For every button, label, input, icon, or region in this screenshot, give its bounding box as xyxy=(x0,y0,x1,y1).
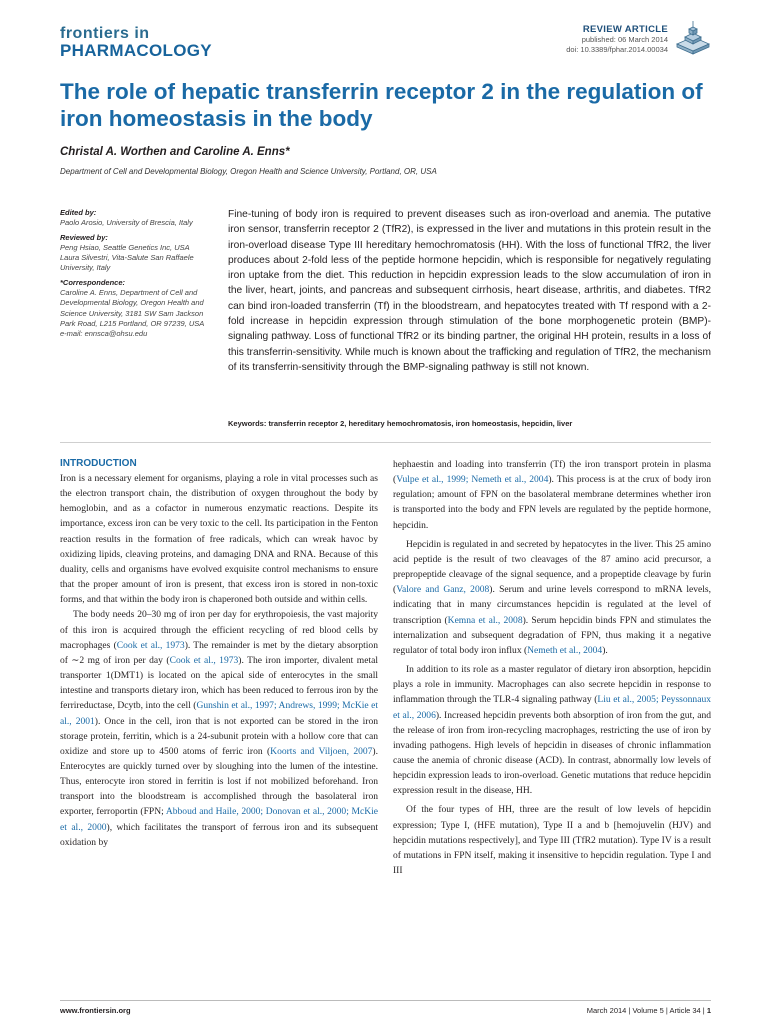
paragraph xyxy=(393,537,711,658)
paragraph xyxy=(393,457,711,533)
text-run: hephaestin and loading into transferrin (Tf) the iron transport protein in plasma ( xyxy=(393,459,711,486)
journal-logo-name: PHARMACOLOGY xyxy=(60,41,212,60)
reviewed-by-label: Reviewed by: xyxy=(60,232,108,242)
citation-link[interactable]: Kemna et al., 2008 xyxy=(447,614,523,626)
text-run: In addition to its role as a master regulator of dietary iron absorption, hepcidin plays a role in immunity. Macrophages can also secrete hepcidin in response to inflammation through the TLR-4 signaling pathway ( xyxy=(393,664,711,706)
text-run: ). Enterocytes are quickly turned over by sloughing into the lumen of the intestine. Thus, enterocyte iron stored in ferritin is lost if not mobilized beforehand. Iron transport into the bloodstream is accomplished through the basolateral iron exporter, ferroportin (FPN; xyxy=(60,745,378,818)
footer-divider xyxy=(60,1000,711,1001)
issue-text: March 2014 | Volume 5 | Article 34 | xyxy=(586,1006,707,1015)
paragraph xyxy=(60,607,378,850)
text-run: The body needs 20–30 mg of iron per day for erythropoiesis, the vast majority of this iron is acquired through the efficient recycling of red blood cells by macrophages ( xyxy=(60,609,378,651)
reviewer-1: Peng Hsiao, Seattle Genetics Inc, USA xyxy=(60,242,190,252)
citation-link[interactable]: Gunshin et al., 1997; Andrews, 1999; McKie et al., 2001 xyxy=(60,700,379,727)
correspondence-text: Caroline A. Enns, Department of Cell and Developmental Biology, Oregon Health and Science University, 3181 SW Sam Jackson Park Road, L215 Portland, OR 97239, USA xyxy=(60,288,205,328)
citation-link[interactable]: Abboud and Haile, 2000; Donovan et al., 2000; McKie et al., 2000 xyxy=(60,806,378,833)
section-heading-introduction: INTRODUCTION xyxy=(60,458,137,469)
citation-link[interactable]: Cook et al., 1973 xyxy=(169,654,239,666)
citation-link[interactable]: Koorts and Viljoen, 2007 xyxy=(270,745,373,757)
article-meta xyxy=(566,24,668,55)
text-run: ). xyxy=(602,644,608,656)
body-column-right xyxy=(393,457,711,878)
text-run: ), which facilitates the transport of ferrous iron and its subsequent oxidation by xyxy=(60,821,378,848)
doi[interactable]: doi: 10.3389/fphar.2014.00034 xyxy=(566,45,668,54)
text-run: ). Serum hepcidin binds FPN and stimulates the internalization and subsequent degradation of FPN, thus making it a negative regulator of total body iron influx ( xyxy=(393,614,711,656)
journal-emblem-icon xyxy=(673,20,713,56)
text-run: ). Serum and urine levels correspond to mRNA levels, indicating that in many circumstances hepcidin is regulated at the level of transcription ( xyxy=(393,584,712,626)
article-title: The role of hepatic transferrin receptor 2 in the regulation of iron homeostasis in the body xyxy=(60,79,703,131)
citation-link[interactable]: Cook et al., 1973 xyxy=(116,639,185,651)
citation-link[interactable]: Vulpe et al., 1999; Nemeth et al., 2004 xyxy=(396,474,549,486)
paragraph: Of the four types of HH, three are the result of low levels of hepcidin expression; Type I, (HFE mutation), Type II a and b [hemojuvelin (HJV) and hepcidin mutations respectively], and Type III (TfR2 mutation). Type IV is a result of mutations in FPN itself, making it insensitive to hepcidin regulation. Type I and III xyxy=(393,804,711,877)
paragraph xyxy=(393,662,711,798)
journal-logo-top: frontiers in xyxy=(60,25,150,42)
citation-link[interactable]: Valore and Ganz, 2008 xyxy=(396,584,490,596)
author-affiliation: Department of Cell and Developmental Biology, Oregon Health and Science University, Portland, OR, USA xyxy=(60,167,437,176)
body-column-left xyxy=(60,457,378,850)
reviewer-2: Laura Silvestri, Vita-Salute San Raffaele University, Italy xyxy=(60,253,194,273)
published-date: published: 06 March 2014 xyxy=(581,35,668,44)
page-number: 1 xyxy=(706,1006,711,1015)
article-type: REVIEW ARTICLE xyxy=(582,24,668,35)
footer-issue-info xyxy=(587,1006,711,1015)
article-authors: Christal A. Worthen and Caroline A. Enns* xyxy=(60,146,290,158)
edited-by-label: Edited by: xyxy=(60,208,97,217)
keywords xyxy=(228,419,711,428)
citation-link[interactable]: Liu et al., 2005; Peyssonnaux et al., 2006 xyxy=(393,694,711,721)
footer-website-link[interactable]: www.frontiersin.org xyxy=(60,1006,131,1015)
keywords-label: Keywords: xyxy=(228,419,267,428)
text-run: Hepcidin is regulated in and secreted by hepatocytes in the liver. This 25 amino acid peptide is the result of two cleavages of the 87 amino acid precursor, a prepropeptide cleavage of the signal sequence, and a propeptide cleavage by furin ( xyxy=(393,538,711,596)
abstract: Fine-tuning of body iron is required to prevent diseases such as iron-overload and anemia. The putative iron sensor, transferrin receptor 2 (TfR2), is expressed in the liver and mutations in this protein result in the iron-overload disease Type III hereditary hemochromatosis (HH). With the loss of functional TfR2, the liver produces about 2-fold less of the peptide hormone hepcidin, which is responsible for negatively regulating iron uptake from the diet. This reduction in hepcidin expression leads to the slow accumulation of iron in the liver, heart, joints, and pancreas and subsequent cirrhosis, heart disease, arthritis, and diabetes. TfR2 can bind iron-loaded transferrin (Tf) in the bloodstream, and hepatocytes treated with Tf respond with a 2-fold increase in hepcidin expression through stimulation of the bone morphogenetic protein (BMP)-signaling pathway. Loss of functional TfR2 or its binding partner, the original HH protein, results in a loss of this transferrin-sensitivity. While much is known about the trafficking and regulation of TfR2, the mechanism of its transferrin-sensitivity through the BMP-signaling pathway is still not known. xyxy=(228,209,711,373)
correspondence-email[interactable]: e-mail: ennsca@ohsu.edu xyxy=(60,329,148,339)
editorial-sidebar xyxy=(60,208,220,344)
text-run: ). Once in the cell, iron that is not exported can be stored in the iron storage protein, ferritin, which is a 24-subunit protein with a hollow core that can oxidize and store up to 4500 atoms of ferric iron ( xyxy=(60,715,378,757)
text-run: ). This process is at the crux of body iron regulation; amount of FPN on the basolateral membrane determines whether iron is transported into the body and FPN levels are regulated by the peptide hormone, hepcidin. xyxy=(393,474,711,531)
paragraph: Iron is a necessary element for organisms, playing a role in vital processes such as the electron transport chain, the distribution of oxygen throughout the body by hemoglobin, and as a cofactor in numerous enzymatic reactions. Despite its importance, excess iron can be very toxic to the cell. Its participation in the Fenton reaction results in the formation of free radicals, which can wreak havoc by oxidizing lipids, cleaving proteins, and damaging DNA and RNA. Because of this duality, cells and organisms have evolved exquisite control mechanisms to ensure that the proper amount of iron is present, that excess iron is stored in non-toxic forms, and that within the body iron is chaperoned both outside and within cells. xyxy=(60,473,378,606)
text-run: ). The remainder is met by the dietary absorption of ∼2 mg of iron per day ( xyxy=(60,639,378,666)
edited-by-text: Paolo Arosio, University of Brescia, Italy xyxy=(60,218,193,228)
keywords-divider xyxy=(60,442,711,443)
correspondence-label: *Correspondence: xyxy=(60,277,126,287)
citation-link[interactable]: Nemeth et al., 2004 xyxy=(527,644,603,656)
text-run: ). The iron importer, divalent metal transporter 1(DMT1) is located on the apical side of enterocytes in the small intestine and transports dietary iron, which has been reduced to ferrous iron by the ferrireductase, Dcytb, into the cell ( xyxy=(60,654,378,712)
keywords-text: transferrin receptor 2, hereditary hemochromatosis, iron homeostasis, hepcidin, liver xyxy=(268,419,573,428)
text-run: ). Increased hepcidin prevents both absorption of iron from the gut, and the release of iron from iron-recycling macrophages, restricting the use of iron by invading pathogens. High levels of hepcidin in diseases of chronic inflammation cause the anemia of chronic disease (ACD). In contrast, abnormally low levels of hepcidin expression leads to iron-overload. Genetic mutations that reduce hepcidin expression result in the disease, HH. xyxy=(393,709,712,797)
